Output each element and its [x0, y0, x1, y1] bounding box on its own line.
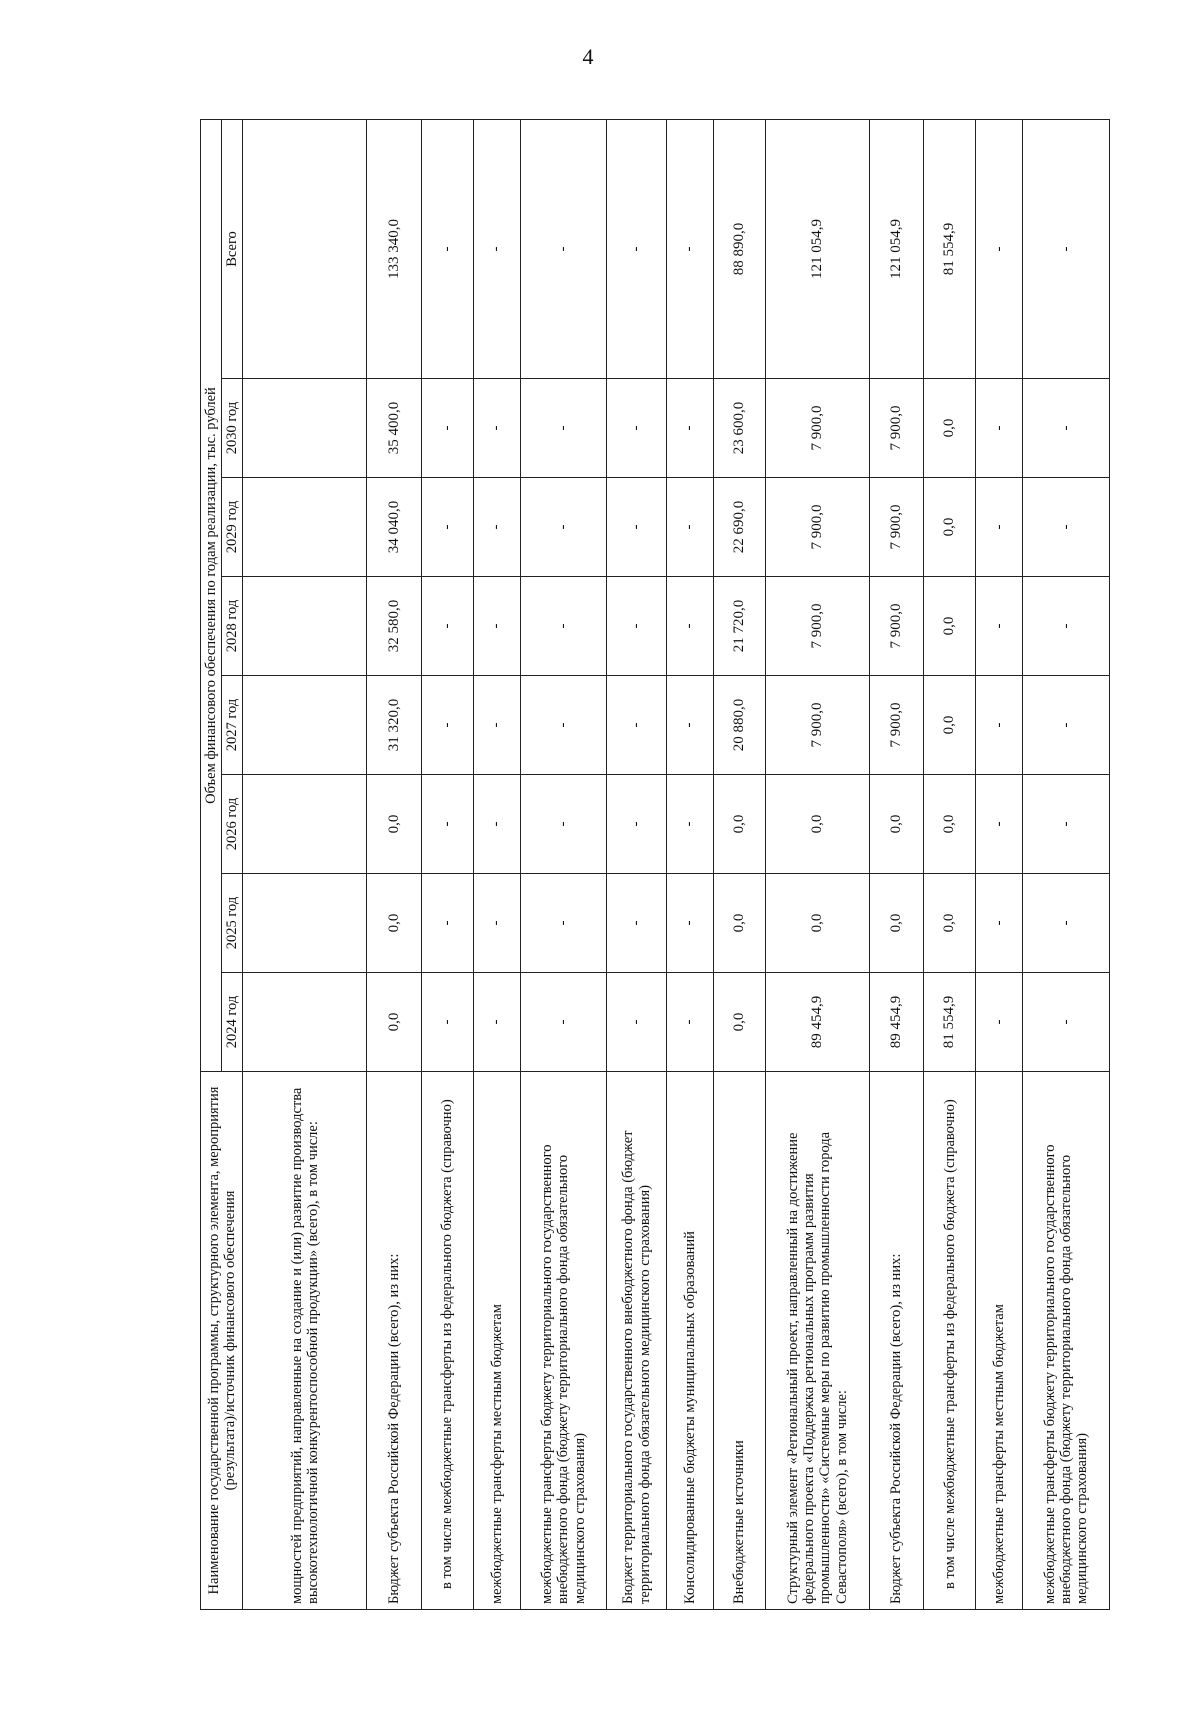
- row-value-cell: 0,0: [924, 379, 976, 478]
- row-value-cell: 0,0: [765, 775, 869, 874]
- row-value-cell: 0,0: [869, 874, 923, 973]
- row-value-cell: -: [520, 577, 607, 676]
- row-value-cell: -: [666, 676, 713, 775]
- row-value-cell: -: [1023, 379, 1110, 478]
- row-value-cell: -: [473, 676, 520, 775]
- row-name-cell: Бюджет территориального государственного внебюджетного фонда (бюджет территориального фонда обязательного медицинского страхования): [607, 1072, 666, 1610]
- row-value-cell: -: [666, 478, 713, 577]
- row-value-cell: 31 320,0: [367, 676, 421, 775]
- row-value-cell: -: [421, 874, 473, 973]
- row-value-cell: 32 580,0: [367, 577, 421, 676]
- table-row: [713, 119, 765, 1609]
- table-body: [243, 119, 1110, 1609]
- row-value-cell: 89 454,9: [765, 973, 869, 1072]
- row-value-cell: -: [976, 478, 1023, 577]
- row-value-cell: -: [1023, 973, 1110, 1072]
- row-value-cell: 0,0: [367, 775, 421, 874]
- table-row: [421, 119, 473, 1609]
- row-value-cell: -: [520, 478, 607, 577]
- row-value-cell: -: [520, 775, 607, 874]
- row-total-cell: -: [607, 119, 666, 378]
- row-value-cell: 7 900,0: [765, 676, 869, 775]
- row-value-cell: 0,0: [924, 478, 976, 577]
- row-value-cell: [243, 577, 367, 676]
- row-name-cell: Бюджет субъекта Российской Федерации (всего), из них:: [367, 1072, 421, 1610]
- row-value-cell: 0,0: [367, 874, 421, 973]
- header-year: 2025 год: [222, 874, 243, 973]
- row-name-cell: в том числе межбюджетные трансферты из федерального бюджета (справочно): [421, 1072, 473, 1610]
- row-value-cell: [243, 676, 367, 775]
- row-value-cell: 35 400,0: [367, 379, 421, 478]
- table-row: [243, 119, 367, 1609]
- row-value-cell: -: [421, 973, 473, 1072]
- header-year: 2026 год: [222, 775, 243, 874]
- row-name-cell: межбюджетные трансферты местным бюджетам: [976, 1072, 1023, 1610]
- header-year: 2027 год: [222, 676, 243, 775]
- row-value-cell: -: [1023, 478, 1110, 577]
- row-value-cell: -: [473, 775, 520, 874]
- table-row: [666, 119, 713, 1609]
- header-year: 2024 год: [222, 973, 243, 1072]
- row-value-cell: -: [1023, 775, 1110, 874]
- row-value-cell: -: [520, 874, 607, 973]
- row-value-cell: 7 900,0: [869, 478, 923, 577]
- row-total-cell: -: [666, 119, 713, 378]
- row-value-cell: 0,0: [713, 973, 765, 1072]
- row-value-cell: -: [1023, 874, 1110, 973]
- header-row-1: [201, 119, 222, 1609]
- row-value-cell: 89 454,9: [869, 973, 923, 1072]
- table-row: [924, 119, 976, 1609]
- table-row: [473, 119, 520, 1609]
- row-value-cell: -: [607, 478, 666, 577]
- page-number: 4: [582, 44, 594, 69]
- row-value-cell: -: [607, 577, 666, 676]
- row-total-cell: 121 054,9: [869, 119, 923, 378]
- table-row: [1023, 119, 1110, 1609]
- table-row: [367, 119, 421, 1609]
- row-value-cell: -: [666, 874, 713, 973]
- row-value-cell: -: [421, 775, 473, 874]
- row-value-cell: -: [607, 379, 666, 478]
- row-value-cell: [243, 973, 367, 1072]
- row-value-cell: [243, 874, 367, 973]
- header-name-column: Наименование государственной программы, структурного элемента, мероприятия (результата)/источник финансового обеспечения: [201, 1072, 243, 1610]
- row-name-cell: Бюджет субъекта Российской Федерации (всего), из них:: [869, 1072, 923, 1610]
- row-value-cell: 0,0: [924, 676, 976, 775]
- row-value-cell: 21 720,0: [713, 577, 765, 676]
- row-total-cell: -: [1023, 119, 1110, 378]
- header-total: Всего: [222, 119, 243, 378]
- row-value-cell: -: [666, 973, 713, 1072]
- row-name-cell: мощностей предприятий, направленные на создание и (или) развитие производства высокотехнологичной конкурентоспособной продукции» (всего), в том числе:: [243, 1072, 367, 1610]
- row-value-cell: 0,0: [367, 973, 421, 1072]
- row-value-cell: -: [421, 676, 473, 775]
- row-total-cell: -: [976, 119, 1023, 378]
- row-value-cell: 34 040,0: [367, 478, 421, 577]
- table-row: [607, 119, 666, 1609]
- row-value-cell: 7 900,0: [765, 577, 869, 676]
- row-value-cell: 7 900,0: [869, 379, 923, 478]
- row-value-cell: -: [976, 577, 1023, 676]
- row-value-cell: -: [666, 577, 713, 676]
- row-value-cell: -: [607, 676, 666, 775]
- row-value-cell: 0,0: [924, 874, 976, 973]
- table-row: [976, 119, 1023, 1609]
- row-value-cell: -: [473, 478, 520, 577]
- row-value-cell: -: [666, 379, 713, 478]
- row-value-cell: -: [607, 775, 666, 874]
- row-value-cell: [243, 775, 367, 874]
- row-total-cell: 121 054,9: [765, 119, 869, 378]
- row-value-cell: 0,0: [713, 775, 765, 874]
- row-value-cell: 7 900,0: [765, 478, 869, 577]
- row-value-cell: 7 900,0: [765, 379, 869, 478]
- row-value-cell: -: [666, 775, 713, 874]
- row-value-cell: -: [421, 379, 473, 478]
- row-value-cell: 0,0: [869, 775, 923, 874]
- row-total-cell: [243, 119, 367, 378]
- row-value-cell: -: [473, 874, 520, 973]
- row-name-cell: межбюджетные трансферты бюджету территориального государственного внебюджетного фонда (бюджету территориального фонда обязательного медицинского страхования): [520, 1072, 607, 1610]
- row-value-cell: -: [473, 577, 520, 676]
- row-value-cell: 0,0: [713, 874, 765, 973]
- header-year: 2028 год: [222, 577, 243, 676]
- row-total-cell: 133 340,0: [367, 119, 421, 378]
- row-total-cell: -: [520, 119, 607, 378]
- row-name-cell: межбюджетные трансферты местным бюджетам: [473, 1072, 520, 1610]
- row-value-cell: [243, 379, 367, 478]
- row-value-cell: 7 900,0: [869, 676, 923, 775]
- rotated-table-container: [200, 120, 1110, 1610]
- row-name-cell: Консолидированные бюджеты муниципальных образований: [666, 1072, 713, 1610]
- row-total-cell: 81 554,9: [924, 119, 976, 378]
- row-value-cell: -: [473, 973, 520, 1072]
- row-value-cell: 23 600,0: [713, 379, 765, 478]
- financing-table: [200, 119, 1110, 1610]
- table-row: [869, 119, 923, 1609]
- row-value-cell: -: [607, 973, 666, 1072]
- row-total-cell: -: [421, 119, 473, 378]
- row-value-cell: -: [976, 379, 1023, 478]
- row-value-cell: -: [520, 676, 607, 775]
- row-value-cell: 22 690,0: [713, 478, 765, 577]
- row-value-cell: -: [607, 874, 666, 973]
- row-value-cell: 81 554,9: [924, 973, 976, 1072]
- row-name-cell: в том числе межбюджетные трансферты из федерального бюджета (справочно): [924, 1072, 976, 1610]
- row-value-cell: -: [473, 379, 520, 478]
- row-name-cell: межбюджетные трансферты бюджету территориального государственного внебюджетного фонда (бюджету территориального фонда обязательного медицинского страхования): [1023, 1072, 1110, 1610]
- row-value-cell: -: [976, 874, 1023, 973]
- row-name-cell: Внебюджетные источники: [713, 1072, 765, 1610]
- row-total-cell: 88 890,0: [713, 119, 765, 378]
- row-total-cell: -: [473, 119, 520, 378]
- row-value-cell: 7 900,0: [869, 577, 923, 676]
- row-value-cell: [243, 478, 367, 577]
- row-value-cell: -: [976, 676, 1023, 775]
- header-year: 2029 год: [222, 478, 243, 577]
- row-value-cell: 0,0: [765, 874, 869, 973]
- row-name-cell: Структурный элемент «Региональный проект, направленный на достижение федерального проекта «Поддержка региональных программ развития промышленности» «Системные меры по развитию промышленности города Севастополя» (всего), в том числе:: [765, 1072, 869, 1610]
- row-value-cell: -: [421, 577, 473, 676]
- header-financing-group: Объем финансового обеспечения по годам реализации, тыс. рублей: [201, 119, 222, 1071]
- table-row: [520, 119, 607, 1609]
- row-value-cell: -: [1023, 577, 1110, 676]
- row-value-cell: 20 880,0: [713, 676, 765, 775]
- row-value-cell: 0,0: [924, 775, 976, 874]
- row-value-cell: -: [520, 973, 607, 1072]
- row-value-cell: -: [976, 973, 1023, 1072]
- header-year: 2030 год: [222, 379, 243, 478]
- row-value-cell: -: [520, 379, 607, 478]
- row-value-cell: 0,0: [924, 577, 976, 676]
- table-row: [765, 119, 869, 1609]
- row-value-cell: -: [1023, 676, 1110, 775]
- row-value-cell: -: [421, 478, 473, 577]
- row-value-cell: -: [976, 775, 1023, 874]
